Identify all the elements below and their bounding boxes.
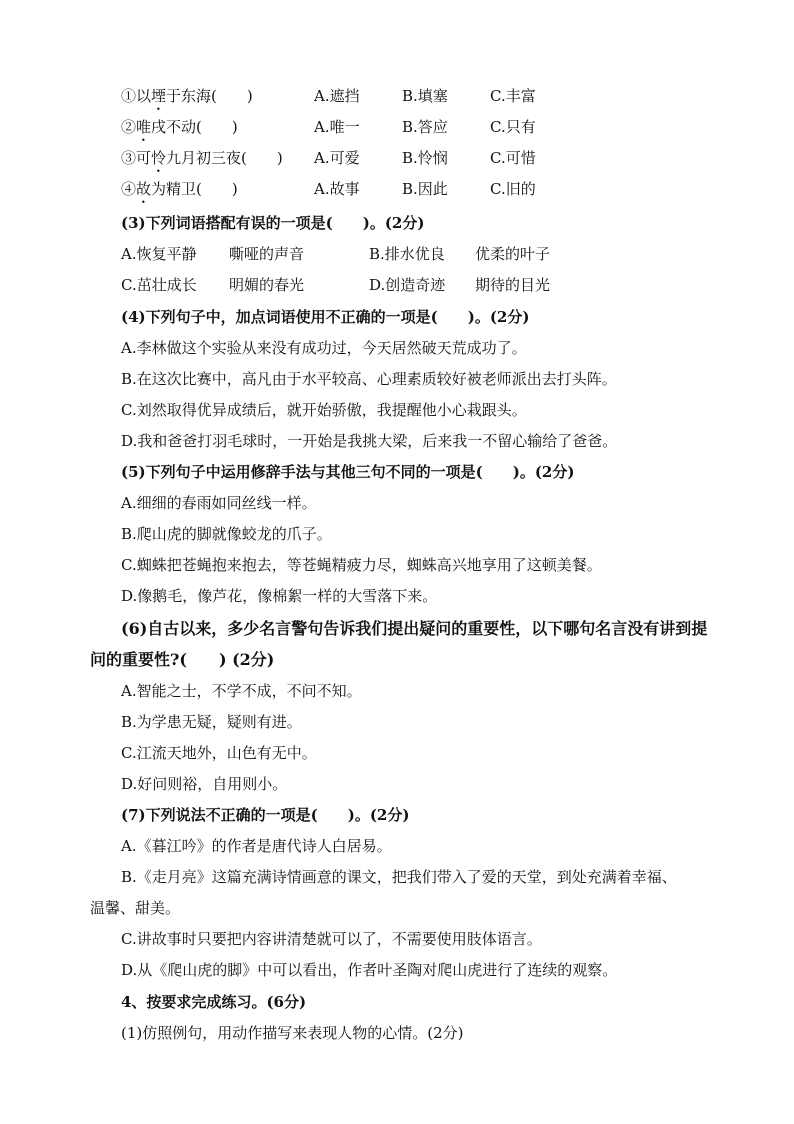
q2-item-1-option-c: C.丰富	[490, 87, 536, 105]
q2-item-4-option-c: C.旧的	[490, 180, 536, 198]
q6-option-c: C.江流天地外，山色有无中。	[121, 744, 317, 762]
q6-option-a: A.智能之士，不学不成，不问不知。	[121, 682, 362, 700]
q2-item-2-option-c: C.只有	[490, 118, 536, 136]
q2-item-4-option-b: B.因此	[402, 180, 448, 198]
q6-title-line-1: (6)自古以来，多少名言警句告诉我们提出疑问的重要性，以下哪句名言没有讲到提	[121, 619, 708, 638]
q7-title: (7)下列说法不正确的一项是( )。(2分)	[121, 806, 410, 824]
q3-option-b-phrase: 优柔的叶子	[475, 245, 551, 263]
section-4-subquestion-1: (1)仿照例句，用动作描写来表现人物的心情。(2分)	[121, 1024, 464, 1042]
q2-item-2-stem: ②唯戌不动( )	[121, 118, 238, 136]
q4-option-b: B.在这次比赛中，高凡由于水平较高、心理素质较好被老师派出去打头阵。	[121, 370, 617, 388]
q2-item-2-option-a: A.唯一	[314, 118, 360, 136]
q2-item-4-stem: ④故为精卫( )	[121, 180, 238, 198]
q6-option-d: D.好问则裕，自用则小。	[121, 775, 288, 793]
q2-item-3-option-b: B.怜悯	[402, 149, 448, 167]
q7-option-a: A.《暮江吟》的作者是唐代诗人白居易。	[121, 837, 392, 855]
q3-option-c-word: C.茁壮成长	[121, 276, 197, 294]
q3-option-d-word: D.创造奇迹	[369, 276, 446, 294]
q2-item-1-option-a: A.遮挡	[314, 87, 360, 105]
q2-item-3-option-c: C.可惜	[490, 149, 536, 167]
q5-option-a: A.细细的春雨如同丝线一样。	[121, 494, 317, 512]
q3-option-a-phrase: 嘶哑的声音	[229, 245, 305, 263]
q2-item-1-stem: ①以堙于东海( )	[121, 87, 253, 105]
q7-option-b-line-2: 温馨、甜美。	[90, 899, 181, 917]
q6-title-line-2: 问的重要性?( ) (2分)	[90, 650, 275, 669]
q4-title: (4)下列句子中，加点词语使用不正确的一项是( )。(2分)	[121, 308, 530, 326]
q2-item-1-option-b: B.填塞	[402, 87, 448, 105]
q6-option-b: B.为学患无疑，疑则有进。	[121, 713, 302, 731]
q3-title: (3)下列词语搭配有误的一项是( )。(2分)	[121, 214, 425, 232]
q2-item-2-option-b: B.答应	[402, 118, 448, 136]
q2-item-3-option-a: A.可爱	[314, 149, 360, 167]
q5-title: (5)下列句子中运用修辞手法与其他三句不同的一项是( )。(2分)	[121, 463, 575, 481]
q3-option-b-word: B.排水优良	[369, 245, 445, 263]
q5-option-d: D.像鹅毛，像芦花，像棉絮一样的大雪落下来。	[121, 587, 438, 605]
q2-item-3-stem: ③可怜九月初三夜( )	[121, 149, 283, 167]
q3-option-a-word: A.恢复平静	[121, 245, 197, 263]
q4-option-d: D.我和爸爸打羽毛球时，一开始是我挑大梁，后来我一不留心输给了爸爸。	[121, 432, 618, 450]
q2-item-4-option-a: A.故事	[314, 180, 360, 198]
q7-option-c: C.讲故事时只要把内容讲清楚就可以了，不需要使用肢体语言。	[121, 930, 542, 948]
q7-option-b-line-1: B.《走月亮》这篇充满诗情画意的课文，把我们带入了爱的天堂，到处充满着幸福、	[121, 868, 677, 886]
q3-option-d-phrase: 期待的目光	[475, 276, 551, 294]
q4-option-c: C.刘然取得优异成绩后，就开始骄傲，我提醒他小心栽跟头。	[121, 401, 527, 419]
q7-option-d: D.从《爬山虎的脚》中可以看出，作者叶圣陶对爬山虎进行了连续的观察。	[121, 961, 618, 979]
section-4-title: 4、按要求完成练习。(6分)	[121, 993, 307, 1011]
q5-option-c: C.蜘蛛把苍蝇抱来抱去，等苍蝇精疲力尽，蜘蛛高兴地享用了这顿美餐。	[121, 556, 602, 574]
q5-option-b: B.爬山虎的脚就像蛟龙的爪子。	[121, 525, 332, 543]
q4-option-a: A.李林做这个实验从来没有成功过，今天居然破天荒成功了。	[121, 339, 527, 357]
q3-option-c-phrase: 明媚的春光	[229, 276, 305, 294]
